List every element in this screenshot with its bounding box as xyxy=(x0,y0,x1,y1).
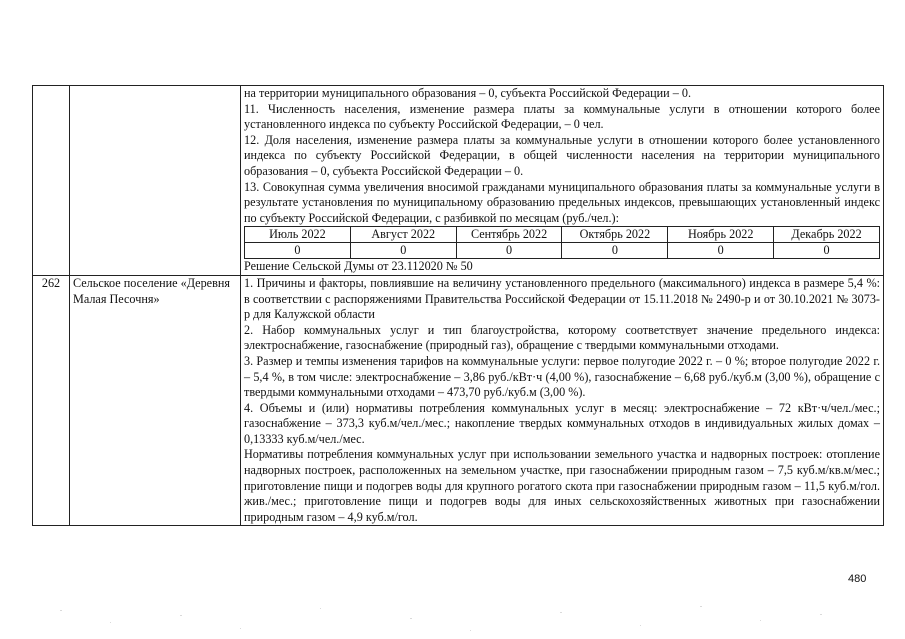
monthly-header-row xyxy=(245,227,880,243)
paragraph: 3. Размер и темпы изменения тарифов на коммунальные услуги: первое полугодие 2022 г. – 0 %; второе полугодие 2022 г. – 5,4 %, в том числе: электроснабжение – 3,86 руб./кВт·ч (4,00 %), газоснабжение – 6,68 руб./куб.м (3,00 %), обращение с твердыми коммунальными отходами – 473,70 руб./куб.м (3,00 %). xyxy=(244,353,880,400)
decision-text: Решение Сельской Думы от 23.112020 № 50 xyxy=(244,259,473,274)
scan-noise xyxy=(0,600,905,639)
month-value: 0 xyxy=(774,243,880,259)
paragraph: 12. Доля населения, изменение размера платы за коммунальные услуги в отношении которого более установленного индекса по субъекту Российской Федерации, в общей численности населения на территории муниципального образования – 0, субъекта Российской Федерации – 0. xyxy=(244,132,880,178)
month-header: Июль 2022 xyxy=(245,227,351,243)
indices-table xyxy=(32,85,884,526)
month-header: Декабрь 2022 xyxy=(774,227,880,243)
table-row xyxy=(33,275,884,526)
month-value: 0 xyxy=(456,243,562,259)
monthly-table xyxy=(244,226,880,259)
paragraph: Нормативы потребления коммунальных услуг при использовании земельного участка и надворных построек: отопление надворных построек, расположенных на земельном участке, при газоснабжении природным газом – 7,5 куб.м/кв.м/мес.; приготовление пищи и подогрев воды для крупного рогатого скота при газоснабжении природным газом – 11,5 куб.м/гол. жив./мес.; приготовление пищи и подогрев воды для иных сельскохозяйственных животных при газоснабжении природным газом – 4,9 куб.м/гол. xyxy=(244,447,880,524)
municipality-cell: Сельское поселение «Деревня Малая Песочня» xyxy=(70,275,241,526)
paragraph: на территории муниципального образования – 0, субъекта Российской Федерации – 0. xyxy=(244,86,692,100)
month-value: 0 xyxy=(668,243,774,259)
paragraph: 11. Численность населения, изменение размера платы за коммунальные услуги в отношении которого более установленного индекса по субъекту Российской Федерации, – 0 чел. xyxy=(244,101,880,132)
month-value: 0 xyxy=(562,243,668,259)
table-row xyxy=(33,86,884,276)
month-value: 0 xyxy=(350,243,456,259)
municipality-cell xyxy=(70,86,241,276)
page-number: 480 xyxy=(848,573,867,585)
monthly-value-row xyxy=(245,243,880,259)
month-header: Август 2022 xyxy=(350,227,456,243)
month-value: 0 xyxy=(245,243,351,259)
info-cell xyxy=(241,86,884,276)
paragraph: 4. Объемы и (или) нормативы потребления коммунальных услуг в месяц: электроснабжение – 72 кВт·ч/чел./мес.; газоснабжение – 373,3 куб.м/чел./мес.; накопление твердых коммунальных отходов в индивидуальных жилых домах – 0,13333 куб.м/чел./мес. xyxy=(244,400,880,446)
row-number-cell xyxy=(33,86,70,276)
month-header: Ноябрь 2022 xyxy=(668,227,774,243)
paragraph: 1. Причины и факторы, повлиявшие на величину установленного предельного (максимального) индекса в размере 5,4 %: в соответствии с распоряжениями Правительства Российской Федерации от 15.11.2018 № 2490-р и от 30.10.2021 № 3073-р для Калужской области xyxy=(244,275,880,322)
info-cell xyxy=(241,275,884,526)
paragraph: 2. Набор коммунальных услуг и тип благоустройства, которому соответствует значение предельного индекса: электроснабжение, газоснабжение (природный газ), обращение с твердыми коммунальными отходами. xyxy=(244,322,880,353)
row-number-cell: 262 xyxy=(33,275,70,526)
month-header: Сентябрь 2022 xyxy=(456,227,562,243)
paragraph: 13. Совокупная сумма увеличения вносимой гражданами муниципального образования платы за коммунальные услуги в результате установления по муниципальному образованию предельных индексов, превышающих установленный индекс по субъекту Российской Федерации, с разбивкой по месяцам (руб./чел.): xyxy=(244,179,880,225)
month-header: Октябрь 2022 xyxy=(562,227,668,243)
